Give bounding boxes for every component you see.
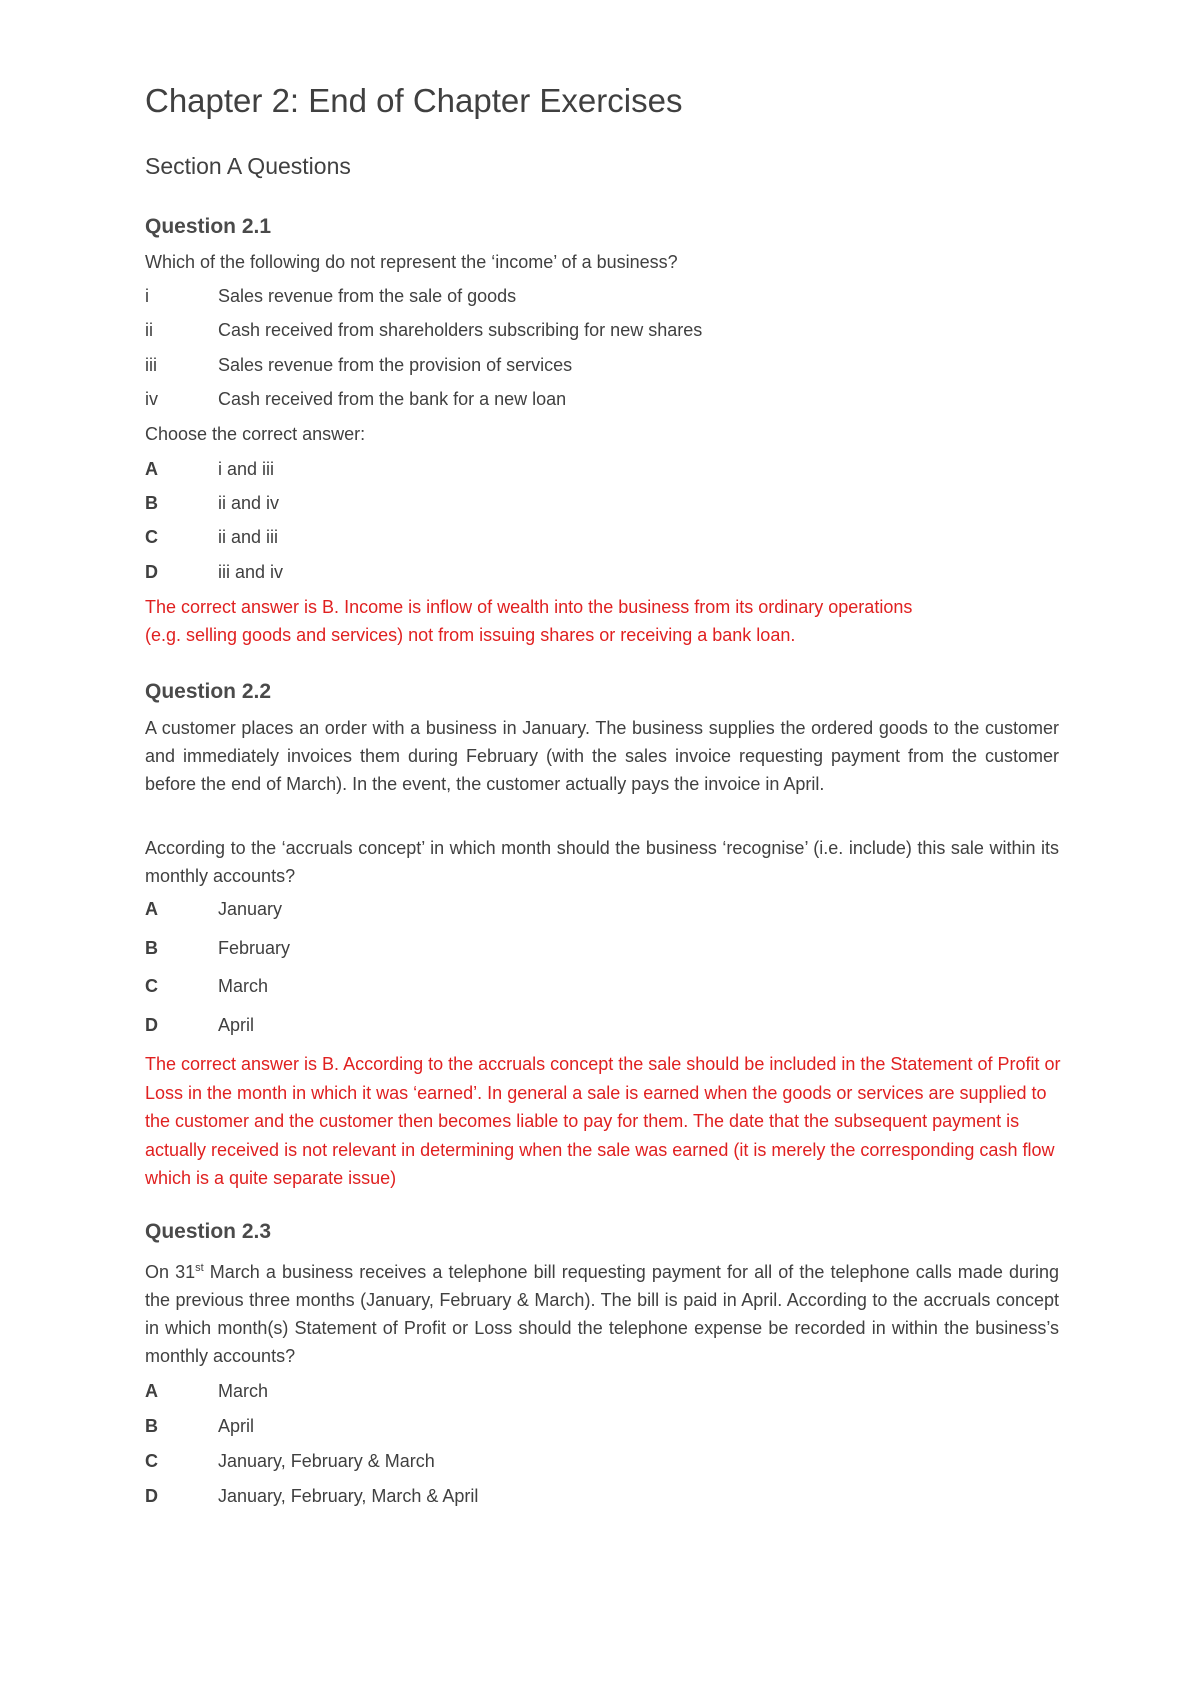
option-letter: B [145,1416,158,1436]
paragraph-text: On 31 [145,1262,196,1282]
option-text: January [218,899,283,919]
option-letter: D [145,562,158,582]
answer-explanation-line1: The correct answer is B. Income is inflow of wealth into the business from its ordinary operations [145,597,913,617]
option-text: April [218,1015,255,1035]
option-text: January, February, March & April [218,1486,479,1506]
list-item: Sales revenue from the provision of services [218,355,573,375]
list-item: Cash received from the bank for a new loan [218,389,567,409]
answer-explanation: The correct answer is B. According to the accruals concept the sale should be included in the Statement of Profit or Loss in the month in which it was ‘earned’. In general a sale is earned when the goods or services are supplied to the customer and the customer then becomes liable to pay for them. The date that the subsequent payment is actually received is not relevant in determining when the sale was earned (it is merely the corresponding cash flow which is a quite separate issue) [145,1054,1061,1188]
question-prompt: Which of the following do not represent the ‘income’ of a business? [145,252,678,272]
option-letter: C [145,976,158,996]
answer-explanation-line2: (e.g. selling goods and services) not from issuing shares or receiving a bank loan. [145,625,796,645]
option-letter: D [145,1486,158,1506]
question-heading: Question 2.1 [145,215,272,238]
option-letter: A [145,899,158,919]
option-letter: B [145,938,158,958]
option-letter: D [145,1015,158,1035]
list-marker: iv [145,389,158,409]
option-text: ii and iii [218,527,279,547]
option-text: April [218,1416,255,1436]
list-marker: iii [145,355,157,375]
option-letter: C [145,1451,158,1471]
question-heading: Question 2.3 [145,1220,272,1243]
choose-instruction: Choose the correct answer: [145,424,366,444]
list-item: Sales revenue from the sale of goods [218,286,517,306]
page-title: Chapter 2: End of Chapter Exercises [145,82,683,119]
option-text: ii and iv [218,493,280,513]
question-paragraph: A customer places an order with a business in January. The business supplies the ordered goods to the customer and immediately invoices them during February (with the sales invoice requesting payment from the customer before the end of March). In the event, the customer actually pays the invoice in April. [145,718,1059,794]
option-text: March [218,976,269,996]
list-item: Cash received from shareholders subscribing for new shares [218,320,703,340]
ordinal-suffix: st [195,1262,204,1274]
option-letter: A [145,1381,158,1401]
option-text: February [218,938,291,958]
question-heading: Question 2.2 [145,680,272,703]
option-text: iii and iv [218,562,284,582]
option-text: March [218,1381,269,1401]
option-text: i and iii [218,459,275,479]
question-paragraph [145,1254,1059,1370]
option-text: January, February & March [218,1451,435,1471]
option-letter: A [145,459,158,479]
option-letter: C [145,527,158,547]
paragraph-text: March a business receives a telephone bill requesting payment for all of the telephone calls made during the previous three months (January, February & March). The bill is paid in April. According to the accruals concept in which month(s) Statement of Profit or Loss should the telephone expense be recorded in within the business’s monthly accounts? [145,1262,1059,1366]
question-paragraph: According to the ‘accruals concept’ in which month should the business ‘recognise’ (i.e. include) this sale within its monthly accounts? [145,838,1059,886]
section-title: Section A Questions [145,153,351,179]
list-marker: i [145,286,149,306]
option-letter: B [145,493,158,513]
list-marker: ii [145,320,153,340]
